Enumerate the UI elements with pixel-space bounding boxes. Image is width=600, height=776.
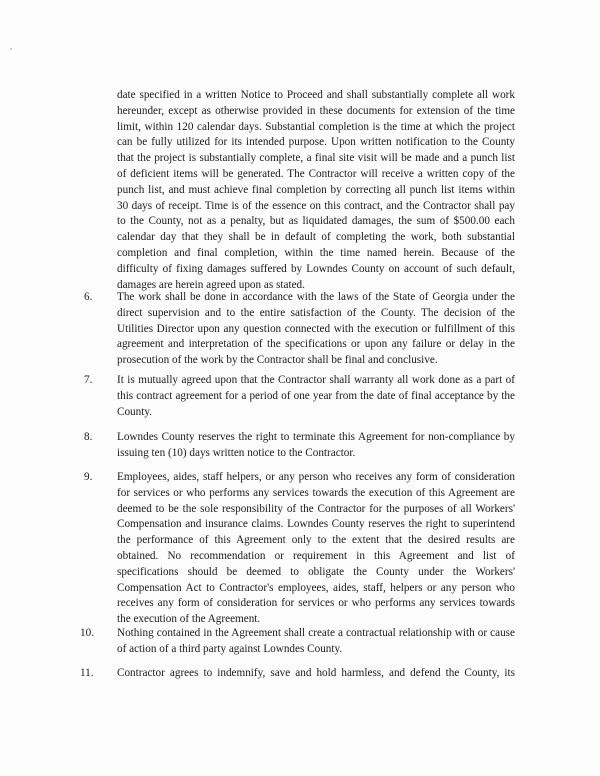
text-line: Contractor agrees to indemnify, save and hold harmless, and defend the County, its	[117, 667, 515, 679]
text-line: of action of a third party against Lowndes County.	[117, 642, 343, 655]
text-line: damages are herein agreed upon as stated.	[117, 278, 305, 291]
text-line: The work shall be done in accordance with the laws of the State of Georgia under the	[117, 291, 515, 303]
continuation-paragraph	[117, 88, 515, 293]
text-line: obtained. No recommendation or requirement in this Agreement and list of	[117, 549, 515, 562]
text-line: can be fully utilized for its intended purpose. Upon written notification to the County	[117, 136, 515, 149]
text-line: direct supervision and to the entire satisfaction of the County. The decision of the	[117, 306, 515, 319]
text-line: for services or who performs any services towards the execution of this Agreement are	[117, 486, 515, 499]
text-line: Employees, aides, staff helpers, or any person who receives any form of consideration	[117, 471, 515, 483]
text-line: hereunder, except as otherwise provided in these documents for extension of the time	[117, 104, 515, 117]
text-line: agreement and interpretation of the specifications or upon any failure or delay in the	[117, 338, 515, 351]
text-line: completion and final completion, within the time named herein. Because of the	[117, 246, 515, 259]
text-line: the performance of this Agreement only to the extent that the desired results are	[117, 534, 515, 547]
item-paragraph	[117, 666, 515, 682]
text-line: issuing ten (10) days written notice to the Contractor.	[117, 446, 356, 459]
text-line: Compensation and insurance claims. Lowndes County reserves the right to superintend	[117, 518, 515, 531]
text-line: this contract agreement for a period of one year from the date of final acceptance by the	[117, 389, 515, 402]
item-number: 8.	[84, 431, 93, 443]
item-paragraph	[117, 373, 515, 420]
text-line: It is mutually agreed upon that the Contractor shall warranty all work done as a part of	[117, 374, 515, 386]
text-line: punch list, and must achieve final completion by correcting all punch list items within	[117, 183, 515, 196]
text-line: deemed to be the sole responsibility of the Contractor for the purposes of all Workers'	[117, 502, 515, 515]
item-number: 6.	[84, 291, 93, 303]
item-number: 7.	[84, 374, 93, 386]
text-line: 30 days of receipt. Time is of the essence on this contract, and the Contractor shall pay	[117, 199, 515, 212]
text-line: prosecution of the work by the Contractor shall be final and conclusive.	[117, 354, 438, 367]
item-paragraph	[117, 470, 515, 628]
text-line: calendar day that they shall be in default of completing the work, both substantial	[117, 231, 515, 244]
text-line: specifications should be deemed to obligate the County under the Workers'	[117, 565, 515, 578]
item-number: 10.	[80, 627, 94, 639]
text-line: Lowndes County reserves the right to terminate this Agreement for non-compliance by	[117, 431, 515, 443]
item-number: 11.	[80, 667, 94, 679]
item-number: 9.	[84, 471, 93, 483]
text-line: of deficient items will be generated. The Contractor will receive a written copy of the	[117, 167, 515, 180]
text-line: limit, within 120 calendar days. Substantial completion is the time at which the project	[117, 120, 515, 133]
text-line: Nothing contained in the Agreement shall create a contractual relationship with or cause	[117, 627, 515, 639]
text-line: Utilities Director upon any question connected with the execution or fulfillment of this	[117, 322, 515, 335]
item-paragraph	[117, 430, 515, 462]
text-line: date specified in a written Notice to Proceed and shall substantially complete all work	[117, 89, 515, 101]
text-line: difficulty of fixing damages suffered by Lowndes County on account of such default,	[117, 262, 515, 275]
text-line: County.	[117, 405, 153, 418]
text-line: the execution of the Agreement.	[117, 613, 261, 626]
text-line: to the County, not as a penalty, but as liquidated damages, the sum of $500.00 each	[117, 215, 515, 228]
text-line: that the project is substantially complete, a final site visit will be made and a punch list	[117, 152, 515, 165]
item-paragraph	[117, 626, 515, 658]
text-line: Compensation Act to Contractor's employees, aides, staff, helpers or any person who	[117, 581, 515, 594]
scan-speck	[10, 48, 12, 50]
text-line: receives any form of consideration for services or who performs any services towards	[117, 597, 515, 610]
item-paragraph	[117, 290, 515, 369]
